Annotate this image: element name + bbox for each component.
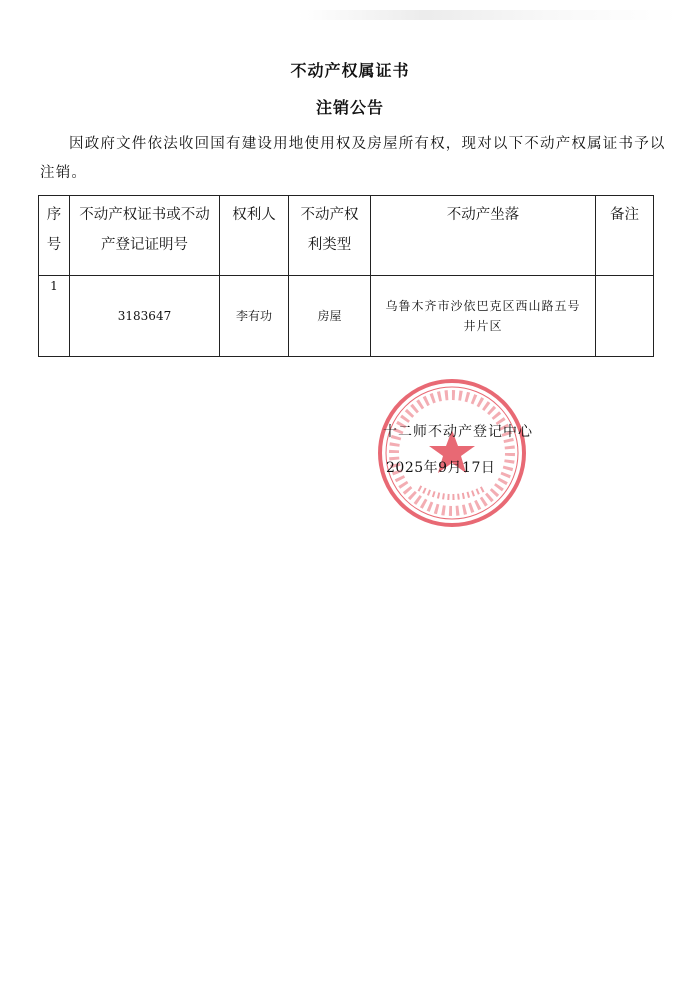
- header-location: 不动产坐落: [371, 196, 596, 276]
- cell-remark: [596, 276, 654, 357]
- scan-header-mark: [298, 10, 678, 20]
- cancellation-table: [38, 195, 654, 357]
- cell-right-type: 房屋: [289, 276, 371, 357]
- table-header-row: [39, 196, 654, 276]
- intro-paragraph: 因政府文件依法收回国有建设用地使用权及房屋所有权，现对以下不动产权属证书予以注销。: [40, 136, 666, 181]
- header-owner: 权利人: [220, 196, 289, 276]
- header-remark: 备注: [596, 196, 654, 276]
- document-subtitle: 注销公告: [315, 98, 384, 117]
- red-official-seal-icon: [377, 378, 527, 528]
- header-seq: 序号: [39, 196, 70, 276]
- cell-owner: 李有功: [220, 276, 289, 357]
- cell-location: 乌鲁木齐市沙依巴克区西山路五号井片区: [371, 276, 596, 357]
- header-right-type: 不动产权利类型: [289, 196, 371, 276]
- cell-cert-no: 3183647: [70, 276, 220, 357]
- issue-date: 2025年9月17日: [386, 460, 496, 476]
- header-cert-no: 不动产权证书或不动产登记证明号: [70, 196, 220, 276]
- issuer-signature: 十二师不动产登记中心: [383, 424, 533, 440]
- document-title: 不动产权属证书: [290, 61, 410, 80]
- table-row: [39, 276, 654, 357]
- cell-seq: 1: [39, 276, 70, 357]
